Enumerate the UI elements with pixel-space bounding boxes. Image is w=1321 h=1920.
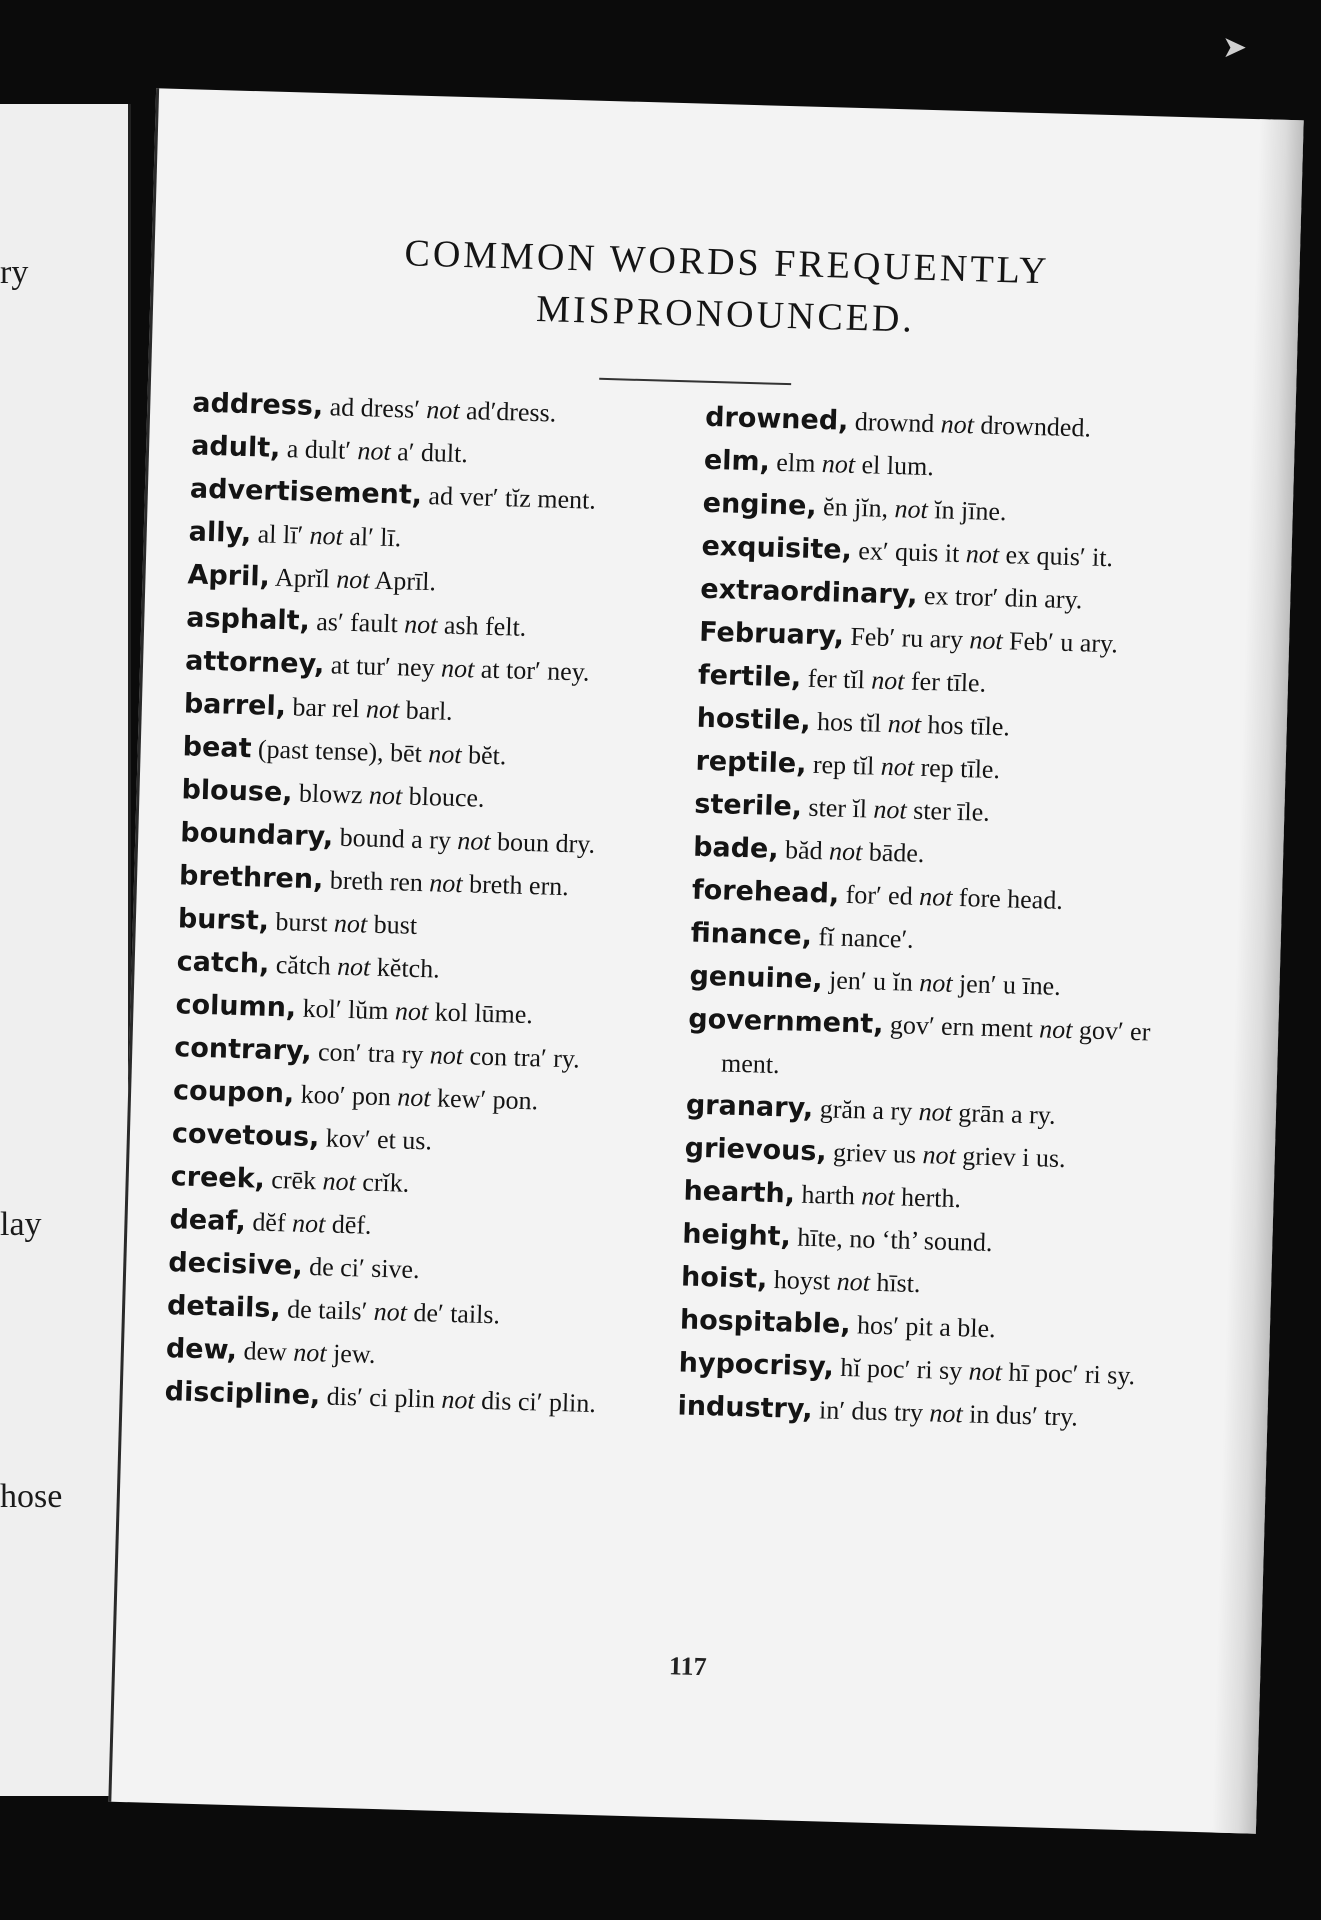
pronunciation: al lī′ not al′ lī. [257,519,402,553]
not-marker: not [894,494,929,525]
not-marker: not [365,694,400,725]
headword: coupon, [172,1075,295,1110]
not-marker: not [368,780,403,811]
pronunciation: gov′ ern ment not gov′ er ment. [720,1010,1151,1080]
prev-page-fragment: hose [0,1478,63,1515]
not-marker: not [918,1097,953,1127]
not-marker: not [457,826,492,856]
not-marker: not [918,967,953,998]
headword: discipline, [164,1376,321,1412]
pronunciation: dĕf not dēf. [252,1207,372,1240]
headword: details, [166,1290,282,1325]
not-marker: not [929,1398,964,1429]
pronunciation: de tails′ not de′ tails. [286,1294,501,1330]
headword: extraordinary, [699,573,918,611]
pronunciation: hĭ poc′ ri sy not hī poc′ ri sy. [839,1352,1136,1391]
headword: hospitable, [679,1304,852,1341]
pronunciation: breth ren not breth ern. [329,865,570,902]
pronunciation: griev us not griev i us. [832,1137,1066,1174]
headword: decisive, [167,1247,304,1282]
headword: hoist, [680,1261,768,1295]
title-divider [599,378,791,385]
pronunciation: ex′ quis it not ex quis′ it. [857,536,1114,573]
not-marker: not [860,1181,896,1212]
headword: catch, [176,946,270,980]
pronunciation: Aprĭl not Aprīl. [274,562,437,597]
pronunciation: kol′ lŭm not kol lūme. [302,993,534,1030]
headword: burst, [177,903,270,937]
not-marker: not [333,908,368,939]
headword: forehead, [691,874,840,910]
not-marker: not [322,1166,357,1197]
headword: ally, [188,516,252,550]
headword: hearth, [683,1175,796,1210]
pronunciation: cătch not kĕtch. [275,949,441,984]
pronunciation: dis′ ci plin not dis ci′ plin. [326,1381,597,1419]
pronunciation: (past tense), bēt not bĕt. [257,734,507,771]
headword: advertisement, [189,473,423,511]
pronunciation: grăn a ry not grān a ry. [819,1094,1056,1130]
not-marker: not [828,836,863,867]
not-marker: not [429,1040,464,1071]
headword: creek, [170,1161,266,1195]
headword: reptile, [695,745,807,780]
not-marker: not [336,951,371,982]
not-marker: not [940,409,975,440]
not-marker: not [403,609,438,640]
word-entry [687,998,1179,1098]
headword: government, [687,1003,884,1040]
headword: engine, [702,487,818,522]
right-word-column [677,396,1196,1441]
not-marker: not [887,708,922,739]
pronunciation: ĕn jĭn, not ĭn jīne. [822,492,1007,527]
title-line-2: MISPRONOUNCED. [535,288,916,341]
not-marker: not [291,1208,326,1239]
pronunciation: crēk not crĭk. [270,1164,410,1198]
scan-artifact-mark: ➤ [1222,31,1248,64]
pronunciation: rep tĭl not rep tīle. [812,749,1001,785]
headword: drowned, [704,401,849,437]
pronunciation: dew not jew. [243,1336,376,1369]
not-marker: not [429,868,464,899]
not-marker: not [965,539,1000,570]
not-marker: not [373,1296,408,1327]
pronunciation: in′ dus try not in dus′ try. [818,1395,1079,1432]
not-marker: not [425,394,460,425]
pronunciation: ad ver′ tĭz ment. [428,481,597,515]
headword: bade, [692,831,780,865]
pronunciation: con′ tra ry not con tra′ ry. [317,1037,581,1074]
headword: column, [175,989,297,1024]
pronunciation: fĭ nance′. [818,922,915,954]
headword: hostile, [696,702,811,737]
pronunciation: koo′ pon not kew′ pon. [300,1079,539,1116]
pronunciation: drownd not drownded. [854,406,1092,443]
not-marker: not [1038,1014,1073,1045]
headword: exquisite, [701,530,853,566]
pronunciation: ster ĭl not ster īle. [808,792,991,827]
left-word-column [164,381,683,1426]
not-marker: not [440,653,475,684]
headword: boundary, [179,817,334,853]
not-marker: not [821,449,856,479]
not-marker: not [836,1266,871,1297]
prev-page-fragment: ry [0,254,29,291]
headword: attorney, [184,645,325,681]
headword: February, [698,616,845,652]
headword: finance, [690,917,813,952]
prev-page-fragment: lay [0,1206,42,1243]
not-marker: not [441,1384,476,1415]
headword: brethren, [178,860,324,896]
pronunciation: hīte, no ‘th’ sound. [796,1222,993,1258]
pronunciation: ad dress′ not ad′dress. [329,392,557,428]
pronunciation: jen′ u ĭn not jen′ u īne. [828,965,1062,1001]
pronunciation: de ci′ sive. [308,1252,420,1285]
pronunciation: as′ fault not ash felt. [315,606,527,642]
headword: elm, [703,444,771,478]
not-marker: not [918,881,953,912]
pronunciation: blowz not blouce. [298,778,485,813]
not-marker: not [880,751,915,782]
pronunciation: bound a ry not boun dry. [339,822,596,859]
headword: genuine, [689,960,824,996]
headword: adult, [190,430,281,464]
headword: deaf, [169,1204,247,1238]
headword: contrary, [173,1032,313,1068]
not-marker: not [394,996,429,1027]
headword: covetous, [171,1118,320,1154]
not-marker: not [968,1356,1003,1387]
page-number: 117 [668,1651,707,1682]
headword: April, [187,559,271,593]
pronunciation: harth not herth. [801,1179,962,1214]
not-marker: not [922,1140,957,1171]
pronunciation: elm not el lum. [776,447,935,482]
pronunciation: Feb′ ru ary not Feb′ u ary. [850,621,1119,659]
headword: address, [191,387,324,423]
not-marker: not [427,739,462,770]
headword: height, [681,1218,792,1253]
headword: beat [182,731,252,765]
not-marker: not [335,564,370,595]
page-title [153,220,1300,356]
headword: dew, [165,1333,238,1367]
headword: granary, [685,1089,814,1125]
pronunciation: bar rel not barl. [292,692,454,726]
pronunciation: for′ ed not fore head. [845,879,1064,915]
book-page [108,88,1303,1833]
title-line-1: COMMON WORDS FREQUENTLY [404,232,1051,293]
pronunciation: at tur′ ney not at tor′ ney. [330,650,590,687]
not-marker: not [397,1082,432,1113]
not-marker: not [292,1337,327,1368]
page-edge-shadow [1212,119,1304,1834]
pronunciation: hoyst not hīst. [773,1265,921,1299]
not-marker: not [873,794,908,825]
pronunciation: fer tĭl not fer tīle. [807,663,987,698]
pronunciation: ex tror′ din ary. [923,580,1083,615]
pronunciation: băd not bāde. [784,835,925,869]
headword: blouse, [181,774,293,809]
not-marker: not [357,436,392,466]
previous-page-edge [0,104,131,1796]
headword: fertile, [697,659,802,694]
not-marker: not [309,520,344,551]
not-marker: not [969,625,1004,656]
pronunciation: kov′ et us. [325,1123,433,1156]
headword: asphalt, [185,602,311,637]
pronunciation: hos tĭl not hos tīle. [816,707,1011,742]
headword: grievous, [684,1132,828,1168]
pronunciation: burst not bust [275,906,418,940]
headword: barrel, [183,688,287,723]
pronunciation: hos′ pit a ble. [856,1310,997,1344]
headword: hypocrisy, [678,1347,835,1383]
headword: industry, [677,1390,814,1426]
pronunciation: a dult′ not a′ dult. [286,434,469,469]
headword: sterile, [693,788,803,823]
not-marker: not [870,665,905,696]
